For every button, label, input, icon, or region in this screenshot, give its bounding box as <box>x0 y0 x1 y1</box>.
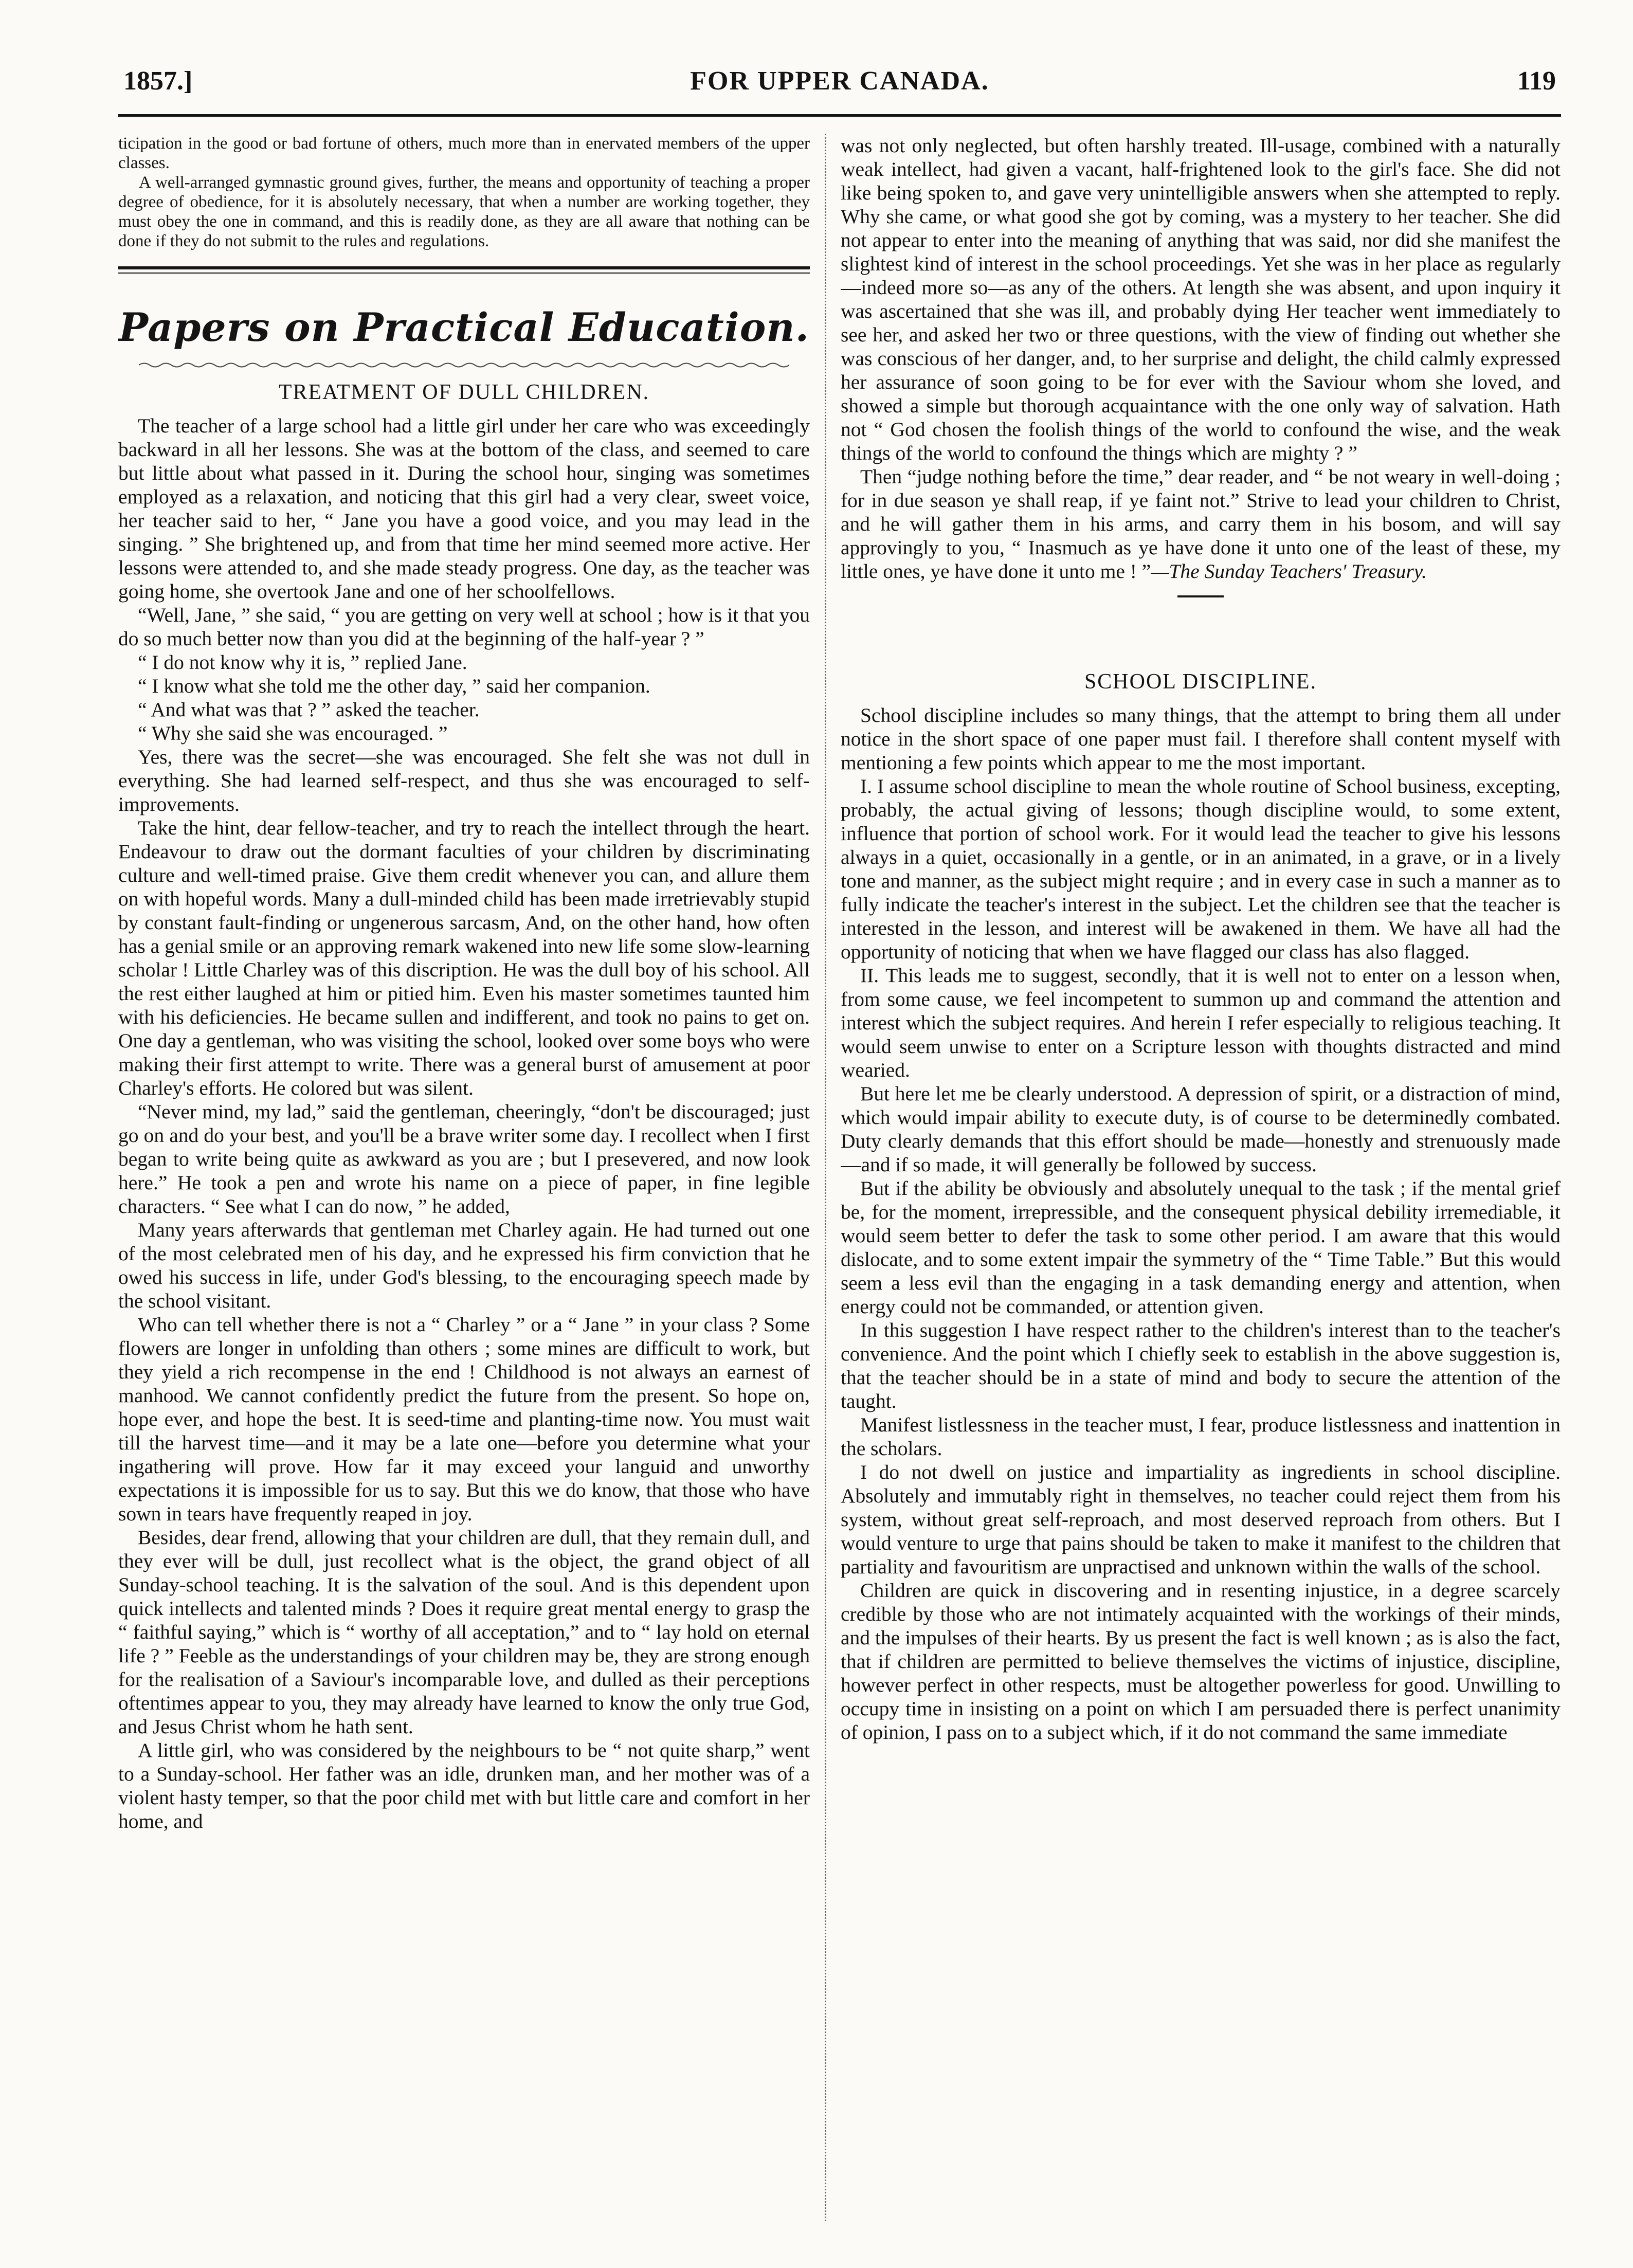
intro-text <box>118 134 810 251</box>
article-title: TREATMENT OF DULL CHILDREN. <box>278 380 650 404</box>
article-paragraph: School discipline includes so many things, that the attempt to bring them all under notice in the short space of one paper must fail. I therefore shall content myself with mentioning a few points which appear to me the most important. <box>841 704 1561 774</box>
article-paragraph: “ I do not know why it is, ” replied Jane. <box>138 651 467 674</box>
article-paragraph: “Well, Jane, ” she said, “ you are getting on very well at school ; how is it that you do so much better now than you did at the beginning of the half-year ? ” <box>118 604 810 650</box>
article-paragraph: Manifest listlessness in the teacher must, I fear, produce listlessness and inattention in the scholars. <box>841 1413 1561 1460</box>
article-paragraph: I do not dwell on justice and impartiality as ingredients in school discipline. Absolutely and immutably right in themselves, no teacher could reject them from his system, without great self-reproach, and most deserved reproach from others. But I would venture to urge that pains should be taken to make it manifest to the children that partiality and favouritism are unpractised and unknown within the walls of the school. <box>841 1461 1561 1578</box>
article-paragraph: Besides, dear frend, allowing that your children are dull, that they remain dull, and they ever will be dull, just recollect what is the object, the grand object of all Sunday-school teaching. It is the salvation of the soul. And is this dependent upon quick intellects and talented minds ? Does it require great mental energy to grasp the “ faithful saying,” which is “ worthy of all acceptation,” and to “ lay hold on eternal life ? ” Feeble as the understandings of your children may be, they are strong enough for the realisation of a Saviour's incomparable love, and dulled as their perceptions oftentimes appear to you, they may already have learned to know the only true God, and Jesus Christ whom he hath sent. <box>118 1526 810 1738</box>
wavy-line-icon <box>139 360 789 370</box>
article-body <box>841 703 1561 1744</box>
article-body-continued <box>841 134 1561 583</box>
section-separator <box>118 266 810 274</box>
article-paragraph: But if the ability be obviously and absolutely unequal to the task ; if the mental grief be, for the moment, irrepressible, and the consequent physical debility irremediable, it would seem better to defer the task to some other period. I am aware that this would dislocate, and to some extent impair the symmetry of the “ Time Table.” But this would seem a less evil than the engaging in a task demanding energy and attention, when energy could not be commanded, or attention given. <box>841 1177 1561 1318</box>
running-header <box>123 66 1556 107</box>
article-paragraph: Children are quick in discovering and in resenting injustice, in a degree scarcely credible by those who are not intimately acquainted with the workings of their minds, and the impulses of their hearts. By us present the fact is well known ; as is also the fact, that if children are permitted to believe themselves the victims of injustice, discipline, however perfect in other respects, must be altogether powerless for good. Unwilling to occupy time in insisting on a point on which I am persuaded there is perfect unanimity of opinion, I pass on to a subject which, if it do not command the same immediate <box>841 1579 1561 1744</box>
right-column <box>841 134 1561 2231</box>
ornamental-rule <box>139 360 789 370</box>
column-divider <box>825 134 826 2221</box>
intro-paragraph: A well-arranged gymnastic ground gives, further, the means and opportunity of teaching a proper degree of obedience, for it is absolutely necessary, that when a number are working together, they must obey the one in command, and this is readily done, as they are all aware that nothing can be done if they do not submit to the rules and regulations. <box>118 173 810 250</box>
article-paragraph: The teacher of a large school had a little girl under her care who was exceedingly backward in all her lessons. She was at the bottom of the class, and seemed to care but little about what passed in it. During the school hour, singing was sometimes employed as a relaxation, and noticing that this girl had a very clear, sweet voice, her teacher said to her, “ Jane you have a good voice, and you may lead in the singing. ” She brightened up, and from that time her mind seemed more active. Her lessons were attended to, and she made steady progress. One day, as the teacher was going home, she overtook Jane and one of her schoolfellows. <box>118 414 810 603</box>
left-column <box>118 134 810 2231</box>
intro-paragraph: ticipation in the good or bad fortune of others, much more than in enervated members of the upper classes. <box>118 134 810 172</box>
article-title: SCHOOL DISCIPLINE. <box>1084 670 1317 694</box>
header-rule <box>118 114 1561 117</box>
article-paragraph: Many years afterwards that gentleman met Charley again. He had turned out one of the most celebrated men of his day, and he expressed his firm conviction that he owed his success in life, under God's blessing, to the encouraging speech made by the school visitant. <box>118 1219 810 1312</box>
article-body <box>118 414 810 1833</box>
article-paragraph <box>841 465 1561 583</box>
article-paragraph: Who can tell whether there is not a “ Charley ” or a “ Jane ” in your class ? Some flowers are longer in unfolding than others ; some mines are difficult to work, but they yield a rich recompense in the end ! Childhood is not always an earnest of manhood. We cannot confidently predict the future from the present. So hope on, hope ever, and hope the best. It is seed-time and planting-time now. You must wait till the harvest time—and it may be a late one—before you determine what your ingathering will prove. How far it may exceed your languid and unworthy expectations it is impossible for us to say. But this we do know, that those who have sown in tears have frequently reaped in joy. <box>118 1313 810 1525</box>
article-paragraph-text: Then “judge nothing before the time,” dear reader, and “ be not weary in well-doing ; for in due season ye shall reap, if ye faint not.” Strive to lead your children to Christ, and he will gather them in his arms, and carry them in his bosom, and will say approvingly to you, “ Inasmuch as ye have done it unto one of the least of these, my little ones, ye have done it unto me ! ” <box>841 465 1561 583</box>
article-paragraph: II. This leads me to suggest, secondly, that it is well not to enter on a lesson when, from some cause, we feel incompetent to summon up and command the attention and interest which the subject requires. And herein I refer especially to religious teaching. It would seem unwise to enter on a Scripture lesson with thoughts distracted and mind wearied. <box>841 964 1561 1081</box>
page-number: 119 <box>1517 66 1556 96</box>
section-heading: Papers on Practical Education. <box>118 304 810 350</box>
running-title: FOR UPPER CANADA. <box>690 66 989 96</box>
article-paragraph: “ And what was that ? ” asked the teacher. <box>138 698 480 721</box>
article-paragraph: But here let me be clearly understood. A depression of spirit, or a distraction of mind, which would impair ability to execute duty, is of course to be determinedly combated. Duty clearly demands that this effort should be made—honestly and strenuously made—and if so made, it will generally be followed by success. <box>841 1082 1561 1176</box>
article-paragraph: In this suggestion I have respect rather to the children's interest than to the teacher's convenience. And the point which I chiefly seek to establish in the above suggestion is, that the teacher should be in a state of mind and body to secure the attention of the taught. <box>841 1319 1561 1412</box>
article-paragraph: “ I know what she told me the other day, ” said her companion. <box>138 675 650 697</box>
article-paragraph: Yes, there was the secret—she was encouraged. She felt she was not dull in everything. She had learned self-respect, and thus she was encouraged to self-improvements. <box>118 746 810 815</box>
article-paragraph: A little girl, who was considered by the neighbours to be “ not quite sharp,” went to a Sunday-school. Her father was an idle, drunken man, and her mother was of a violent hasty temper, so that the poor child met with but little care and comfort in her home, and <box>118 1739 810 1832</box>
article-paragraph: I. I assume school discipline to mean the whole routine of School business, excepting, probably, the actual giving of lessons; though discipline would, to some extent, influence that portion of school work. For it would lead the teacher to give his lessons always in a quiet, occasionally in a gentle, or in an animated, in a grave, or in a lively tone and manner, as the subject might require ; and in every case in such a manner as to fully indicate the teacher's interest in the subject. Let the children see that the teacher is interested in the lesson, and interest will be awakened in them. We have all had the opportunity of noticing that when we have flagged our class has also flagged. <box>841 775 1561 963</box>
article-paragraph: “ Why she said she was encouraged. ” <box>138 722 448 745</box>
article-paragraph: Take the hint, dear fellow-teacher, and try to reach the intellect through the heart. Endeavour to draw out the dormant faculties of your children by discriminating culture and well-timed praise. Give them credit whenever you can, and allure them on with hopeful words. Many a dull-minded child has been made irretrievably stupid by constant fault-finding or ungenerous sarcasm, And, on the other hand, how often has a genial smile or an approving remark wakened into new life some slow-learning scholar ! Little Charley was of this discription. He was the dull boy of his school. All the rest either laughed at him or pitied him. Even his master sometimes taunted him with his deficiencies. He became sullen and indifferent, and took no pains to get on. One day a gentleman, who was visiting the school, looked over some boys who were making their first attempt to write. There was a general burst of amusement at poor Charley's efforts. He colored but was silent. <box>118 817 810 1099</box>
article-end-rule <box>1177 595 1224 597</box>
article-paragraph: “Never mind, my lad,” said the gentleman, cheeringly, “don't be discouraged; just go on and do your best, and you'll be a brave writer some day. I recollect when I first began to write being quite as awkward as you are ; but I presevered, and now look here.” He took a pen and wrote his name on a piece of paper, in fine legible characters. “ See what I can do now, ” he added, <box>118 1100 810 1218</box>
article-paragraph: was not only neglected, but often harshly treated. Ill-usage, combined with a naturally weak intellect, had given a vacant, half-frightened look to the girl's face. She did not like being spoken to, and gave very unintelligible answers when she attempted to reply. Why she came, or what good she got by coming, was a mystery to her teacher. She did not appear to enter into the meaning of anything that was said, nor did she manifest the slightest kind of interest in the school proceedings. Yet she was in her place as regularly—indeed more so—as any of the others. At length she was absent, and upon inquiry it was ascertained that she was ill, and probably dying Her teacher went immediately to see her, and asked her two or three questions, with the view of finding out whether she was conscious of her danger, and, to her surprise and delight, the child calmly expressed her assurance of soon going to be for ever with the Saviour whom she loved, and showed a simple but thorough acquaintance with the one only way of salvation. Hath not “ God chosen the foolish things of the world to confound the wise, and the weak things of the world to confound the things which are mighty ? ” <box>841 134 1561 464</box>
source-attribution: —The Sunday Teachers' Treasury. <box>1151 560 1427 583</box>
header-year: 1857.] <box>123 66 193 96</box>
